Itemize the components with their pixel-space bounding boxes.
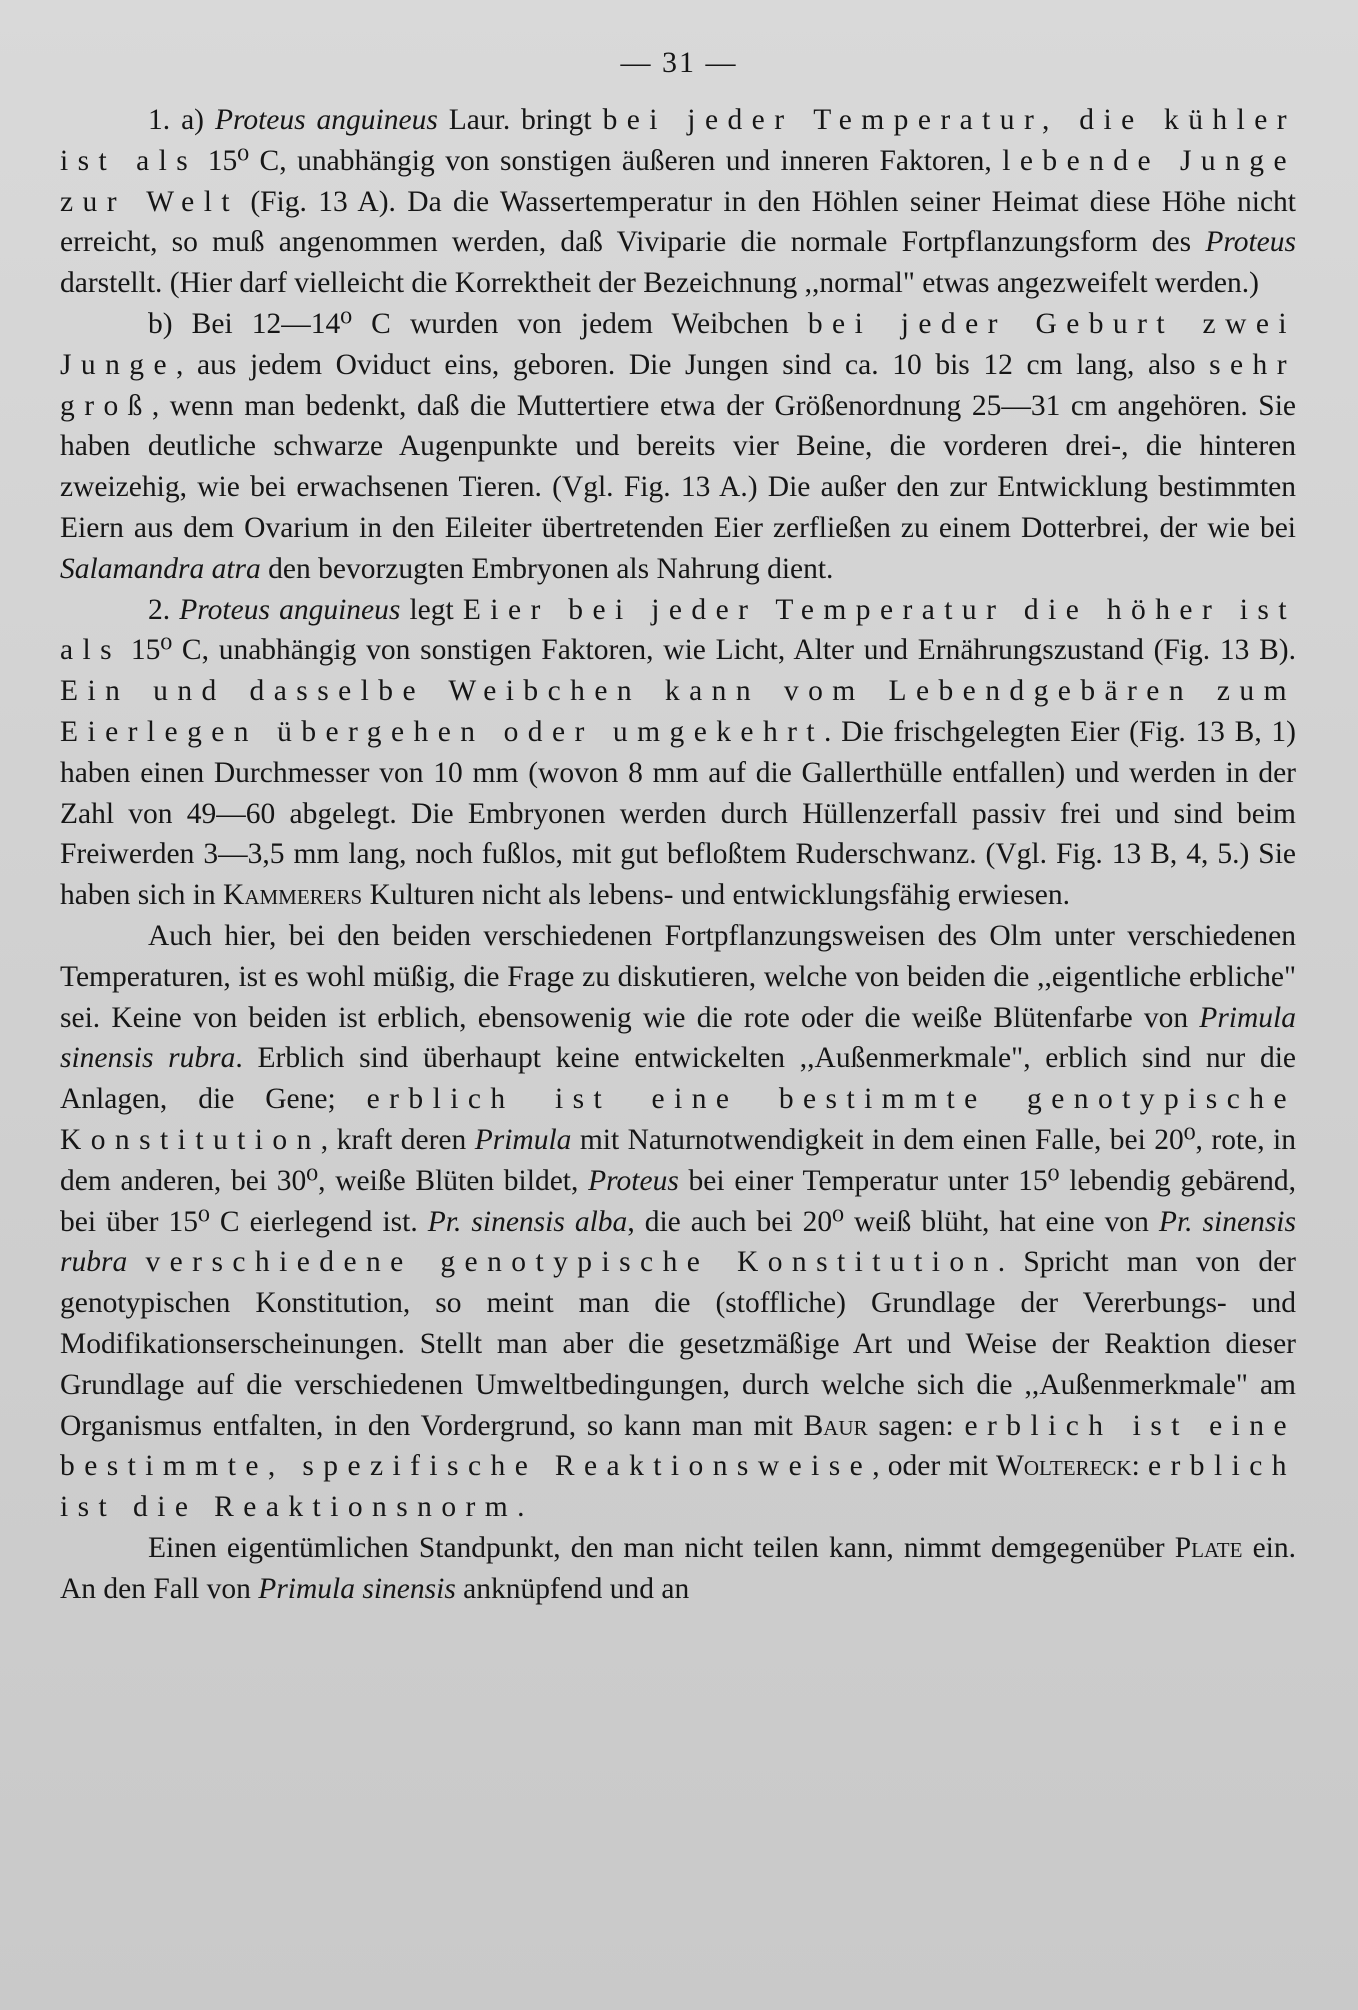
italic-term: Proteus <box>588 1164 679 1197</box>
text-run: (Fig. 13 A). Da die Wassertemperatur in den Höhlen seiner Heimat diese Höhe nicht erreicht, so muß angenommen werden, daß Viviparie die normale Fortpflanzungsform des <box>60 185 1296 259</box>
text-run: , kraft deren <box>320 1123 475 1156</box>
paragraph <box>60 916 1296 1528</box>
author-name: Plate <box>1174 1531 1243 1564</box>
paragraph <box>60 304 1296 590</box>
italic-term: Primula sinensis rubra <box>60 1001 1296 1075</box>
text-run: ein. An den Fall von <box>60 1531 1296 1605</box>
italic-term: Pr. sinensis alba <box>427 1205 628 1238</box>
spaced-emphasis: erblich ist die Reaktionsnorm <box>60 1450 1296 1524</box>
italic-term: Pr. sinensis rubra <box>60 1205 1296 1279</box>
text-run: Kulturen nicht als lebens- und entwicklungsfähig erwiesen. <box>362 879 1071 912</box>
spaced-emphasis: bei jeder Temperatur, die kühler ist als <box>60 104 1297 177</box>
text-run: Auch hier, bei den beiden verschiedenen Fortpflanzungsweisen des Olm unter verschiedenen Temperaturen, ist es wohl müßig, die Frage zu diskutieren, welche von beiden die ,,eigentliche erbliche" sei. Keine von beiden ist erblich, ebensowenig wie die rote oder die weiße Blütenfarbe von <box>60 919 1296 1034</box>
author-name: Kammerers <box>223 879 363 912</box>
text-run: . Spricht man von der genotypischen Konstitution, so meint man die (stoffliche) Grundlage der Vererbungs- und Modifikationserscheinungen. Stellt man aber die gesetzmäßige Art und Weise der Reaktion dieser Grundlage auf die verschiedenen Umweltbedingungen, durch welche sich die ,,Außenmerkmale" am Organismus entfalten, in den Vordergrund, so kann man mit <box>60 1246 1296 1442</box>
text-run: , wenn man bedenkt, daß die Muttertiere etwa der Größenordnung 25—31 cm angehören. Sie haben deutliche schwarze Augenpunkte und bereits vier Beine, die vorderen drei-, die hinteren zweizehig, wie bei erwachsenen Tieren. (Vgl. Fig. 13 A.) Die außer den zur Entwicklung bestimmten Eiern aus dem Ovarium in den Eileiter übertretenden Eier zerfließen zu einem Dotterbrei, der wie bei <box>60 389 1296 544</box>
text-run: Laur. bringt <box>437 104 603 136</box>
text-run: legt <box>400 593 463 626</box>
text-run: darstellt. (Hier darf vielleicht die Korrektheit der Bezeichnung ,,normal" etwas angezweifelt werden.) <box>60 267 1259 300</box>
paragraph <box>60 1528 1296 1610</box>
text-run: 15⁰ C, unabhängig von sonstigen Faktoren, wie Licht, Alter und Ernährungszustand (Fig. 13 B). <box>121 634 1296 667</box>
page-number: — 31 — <box>620 46 738 79</box>
text-run: , die auch bei 20⁰ weiß blüht, hat eine von <box>627 1205 1159 1238</box>
text-run: den bevorzugten Embryonen als Nahrung dient. <box>260 552 834 585</box>
spaced-emphasis: erblich ist eine bestimmte genotypische Konstitution <box>60 1083 1296 1156</box>
text-run: , oder mit <box>872 1450 996 1483</box>
text-run: anknüpfend und an <box>455 1572 690 1605</box>
text-run: 1. a) <box>148 104 215 136</box>
text-run: . <box>517 1491 525 1524</box>
text-run: . Die frischgelegten Eier (Fig. 13 B, 1) haben einen Durchmesser von 10 mm (wovon 8 mm auf die Gallerthülle entfallen) und werden in der Zahl von 49—60 abgelegt. Die Embryonen werden durch Hüllenzerfall passiv frei und sind beim Freiwerden 3—3,5 mm lang, noch fußlos, mit gut befloßtem Ruderschwanz. (Vgl. Fig. 13 B, 4, 5.) Sie haben sich in <box>60 715 1296 912</box>
text-run: mit Naturnotwendigkeit in dem einen Falle, bei 20⁰, rote, in dem anderen, bei 30⁰, weiße Blüten bildet, <box>60 1123 1297 1197</box>
italic-term: Salamandra atra <box>60 552 261 585</box>
italic-term: Primula <box>474 1123 572 1156</box>
text-run: 15⁰ C, unabhängig von sonstigen äußeren und inneren Faktoren, <box>197 144 1003 177</box>
spaced-emphasis: erblich ist eine bestimmte, spezifische Reaktionsweise <box>60 1409 1296 1483</box>
spaced-emphasis: Eier bei jeder Temperatur die höher ist als <box>60 593 1296 667</box>
text-run: . Erblich sind überhaupt keine entwickelten ,,Außenmerkmale", erblich sind nur die Anlagen, die Gene; <box>60 1042 1296 1116</box>
text-run: : <box>1131 1450 1148 1483</box>
italic-term: Proteus <box>1205 226 1296 259</box>
author-name: Baur <box>803 1409 868 1442</box>
text-run: b) Bei 12—14⁰ C wurden von jedem Weibchen <box>148 307 808 340</box>
spaced-emphasis: sehr groß <box>60 348 1296 422</box>
text-run: sagen: <box>867 1409 965 1442</box>
paragraph <box>60 590 1296 916</box>
paragraph <box>60 100 1296 304</box>
italic-term: Proteus anguineus <box>214 104 438 136</box>
text-run <box>127 1246 145 1278</box>
body-text <box>60 100 1296 1609</box>
text-run: , aus jedem Oviduct eins, geboren. Die Jungen sind ca. 10 bis 12 cm lang, also <box>176 348 1210 381</box>
text-run: 2. <box>148 593 180 626</box>
spaced-emphasis: verschiedene genotypische Konstitution <box>145 1246 998 1279</box>
italic-term: Primula sinensis <box>258 1572 456 1605</box>
text-run: Einen eigentümlichen Standpunkt, den man nicht teilen kann, nimmt demgegenüber <box>148 1531 1175 1564</box>
spaced-emphasis: Ein und dasselbe Weibchen kann vom Lebendgebären zum Eierlegen übergehen oder umgekehrt <box>60 675 1296 748</box>
italic-term: Proteus anguineus <box>179 593 401 626</box>
spaced-emphasis: bei jeder Geburt zwei Junge <box>60 307 1296 381</box>
spaced-emphasis: lebende Junge zur Welt <box>60 144 1296 218</box>
text-run: bei einer Temperatur unter 15⁰ lebendig gebärend, bei über 15⁰ C eierlegend ist. <box>60 1164 1296 1238</box>
author-name: Woltereck <box>996 1450 1132 1483</box>
